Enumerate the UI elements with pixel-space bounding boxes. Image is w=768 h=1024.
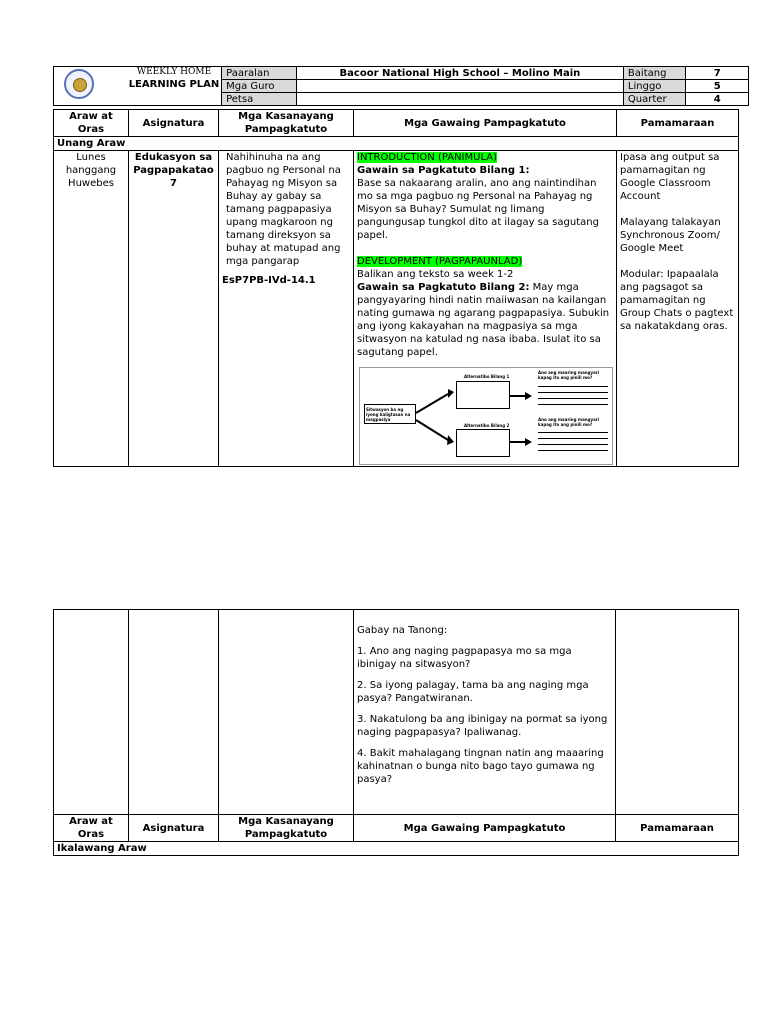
empty-cell	[129, 610, 219, 815]
situation-label: Sitwasyon ba ng iyong kaligtasan na magpasiya	[366, 407, 411, 422]
petsa-label: Petsa	[222, 93, 297, 106]
guide-questions-cell	[354, 610, 616, 815]
col-header-asignatura: Asignatura	[129, 815, 219, 842]
col-header-araw: Araw at Oras	[54, 815, 129, 842]
weekly-plan-table	[53, 109, 739, 467]
logo-cell	[54, 67, 222, 106]
method-text-2: Malayang talakayan Synchronous Zoom/ Google Meet	[620, 217, 721, 254]
header-table	[53, 66, 749, 106]
linggo-value: 5	[686, 80, 749, 93]
deped-seal-icon	[64, 69, 94, 99]
col-header-araw: Araw at Oras	[54, 110, 129, 137]
activity2-title: Gawain sa Pagkatuto Bilang 2:	[357, 282, 530, 293]
competency-text: Nahihinuha na ang pagbuo ng Personal na Pahayag ng Misyon sa Buhay ay gabay sa tamang pagpapasiya upang magkaroon ng tamang direksyon sa buhay at matupad ang mga pangarap	[226, 152, 341, 267]
quarter-value: 4	[686, 93, 749, 106]
paaralan-label: Paaralan	[222, 67, 297, 80]
linggo-label: Linggo	[623, 80, 686, 93]
activities-cell	[354, 151, 617, 467]
days-cell: Lunes hanggang Huwebes	[54, 151, 129, 467]
empty-cell	[54, 610, 129, 815]
decision-diagram	[359, 367, 613, 465]
answer-line	[538, 398, 608, 399]
answer-line	[538, 386, 608, 387]
alternative2-box	[456, 429, 510, 457]
baitang-value: 7	[686, 67, 749, 80]
answer-line	[538, 404, 608, 405]
day-label: Unang Araw	[54, 137, 739, 151]
learning-plan-label: LEARNING PLAN	[128, 79, 220, 90]
quarter-label: Quarter	[623, 93, 686, 106]
empty-cell	[616, 610, 739, 815]
guide-question: 3. Nakatulong ba ang ibinigay na pormat sa iyong naging pagpapasya? Ipaliwanag.	[357, 714, 608, 738]
method-cell	[617, 151, 739, 467]
outcome1-question: Ano ang maaring mangyari kapag ito ang pinili mo?	[538, 370, 600, 380]
answer-line	[538, 444, 608, 445]
col-header-asignatura: Asignatura	[129, 110, 219, 137]
answer-line	[538, 392, 608, 393]
alternative1-box	[456, 381, 510, 409]
guide-question: 1. Ano ang naging pagpapasya mo sa mga ibinigay na sitwasyon?	[357, 646, 572, 670]
development-text: Balikan ang teksto sa week 1-2	[357, 269, 514, 280]
competency-code: EsP7PB-IVd-14.1	[222, 275, 316, 286]
activity2-text: May mga pangyayaring hindi natin maiiwasan na kailangan nating gumawa ng agarang pagpapasiya. Subukin ang iyong kakayahan na magpasiya sa mga sitwasyon na katulad ng nasa ibaba. Isulat ito sa sagutang papel.	[357, 282, 610, 358]
intro-heading: INTRODUCTION (PANIMULA)	[357, 152, 497, 163]
guide-question: 4. Bakit mahalagang tingnan natin ang maaaring kahinatnan o bunga nito bago tayo gumawa ng pasya?	[357, 748, 604, 785]
petsa-value	[296, 93, 623, 106]
answer-line	[538, 450, 608, 451]
col-header-gawain: Mga Gawaing Pampagkatuto	[354, 110, 617, 137]
empty-cell	[219, 610, 354, 815]
method-text-1: Ipasa ang output sa pamamagitan ng Google Classroom Account	[620, 152, 720, 202]
mga-guro-value	[296, 80, 623, 93]
col-header-pamamaraan: Pamamaraan	[616, 815, 739, 842]
answer-line	[538, 432, 608, 433]
continuation-table	[53, 609, 739, 856]
col-header-kasanayan: Mga Kasanayang Pampagkatuto	[219, 815, 354, 842]
paaralan-value: Bacoor National High School – Molino Main	[296, 67, 623, 80]
competency-cell	[219, 151, 354, 467]
development-heading: DEVELOPMENT (PAGPAPAUNLAD)	[357, 256, 523, 267]
method-text-3: Modular: Ipapaalala ang pagsagot sa pamamagitan ng Group Chats o pagtext sa nakatakdang oras.	[620, 269, 734, 332]
guide-question: 2. Sa iyong palagay, tama ba ang naging mga pasya? Pangatwiranan.	[357, 680, 589, 704]
day-label: Ikalawang Araw	[54, 842, 739, 856]
mga-guro-label: Mga Guro	[222, 80, 297, 93]
answer-line	[538, 438, 608, 439]
activity1-text: Base sa nakaarang aralin, ano ang naintindihan mo sa mga pagbuo ng Personal na Pahayag ng Misyon sa Buhay? Sumulat ng limang pangungusap tungkol dito at ilagay sa sagutang papel.	[357, 178, 599, 241]
guide-title: Gabay na Tanong:	[357, 625, 448, 636]
col-header-gawain: Mga Gawaing Pampagkatuto	[354, 815, 616, 842]
col-header-pamamaraan: Pamamaraan	[617, 110, 739, 137]
subject-cell: Edukasyon sa Pagpapakatao 7	[129, 151, 219, 467]
alternative2-label: Alternatibo Bilang 2	[464, 423, 510, 428]
activity1-title: Gawain sa Pagkatuto Bilang 1:	[357, 165, 530, 176]
alternative1-label: Alternatibo Bilang 1	[464, 374, 510, 379]
baitang-label: Baitang	[623, 67, 686, 80]
weekly-home-label: WEEKLY HOME	[136, 67, 212, 77]
outcome2-question: Ano ang maaring mangyari kapag ito ang pinili mo?	[538, 417, 600, 427]
col-header-kasanayan: Mga Kasanayang Pampagkatuto	[219, 110, 354, 137]
